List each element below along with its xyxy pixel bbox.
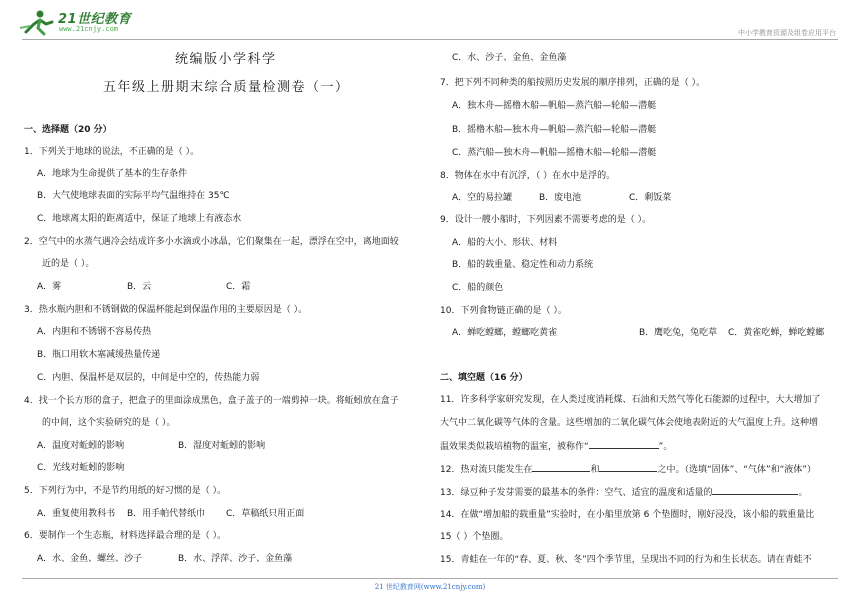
question-5: 5．下列行为中，不是节约用纸的好习惯的是（ ）。 [24,486,227,496]
q6-option-c: C．水、沙子、金鱼、金鱼藻 [452,53,567,63]
logo-url: www.21cnjy.com [59,25,119,33]
question-14-cont: 15（ ）个垫圈。 [440,532,509,542]
q3-option-c: C．内胆、保温杯是双层的，中间是中空的，传热能力弱 [37,373,260,383]
q12-text-before: 12．热对流只能发生在 [440,465,533,475]
q12-text-after: 之中。（选填“固体”、“气体”和“液体”） [657,465,816,475]
question-13 [440,486,807,499]
q5-option-c: C．草稿纸只用正面 [226,509,305,519]
question-8: 8．物体在水中有沉浮，（ ）在水中是浮的。 [440,171,616,181]
q13-text-before: 13．绿豆种子发芽需要的最基本的条件：空气、适宜的温度和适量的 [440,488,713,498]
q7-option-a: A．独木舟—摇橹木船—帆船—蒸汽船—轮船—潜艇 [452,101,657,111]
q9-option-c: C．船的颜色 [452,283,504,293]
q4-option-b: B．湿度对蚯蚓的影响 [178,441,266,451]
q10-option-a: A．蝉吃螳螂，螳螂吃黄雀 [452,328,558,338]
q4-option-a: A．温度对蚯蚓的影响 [37,441,125,451]
q12-answer-blank-2[interactable] [599,463,657,472]
footer-divider [22,578,838,579]
q3-option-b: B．瓶口用软木塞减缓热量传递 [37,350,161,360]
q1-option-c: C．地球离太阳的距离适中，保证了地球上有液态水 [37,214,242,224]
q1-option-b: B．大气使地球表面的实际平均气温维持在 35℃ [37,191,230,201]
q10-option-b: B．鹰吃兔，兔吃草 [639,328,718,338]
question-9: 9．设计一艘小船时，下列因素不需要考虑的是（ ）。 [440,215,652,225]
q3-option-a: A．内胆和不锈钢不容易传热 [37,327,152,337]
q12-answer-blank-1[interactable] [532,463,590,472]
q13-text-after: 。 [798,488,808,498]
question-12 [440,463,816,476]
question-4: 4．找一个长方形的盒子，把盒子的里面涂成黑色，盒子盖子的一端剪掉一块。将蚯蚓放在盒子 [24,396,399,406]
q9-option-b: B．船的载重量、稳定性和动力系统 [452,260,594,270]
q9-option-a: A．船的大小、形状、材料 [452,238,558,248]
q7-option-c: C．蒸汽船—独木舟—帆船—摇橹木船—轮船—潜艇 [452,148,657,158]
section-choice-heading: 一、选择题（20 分） [24,125,112,135]
q11-text-after-blank: ”。 [658,442,673,452]
question-11-cont1: 大气中二氧化碳等气体的含量。这些增加的二氧化碳气体会使地表附近的大气温度上升。这种增 [440,418,819,428]
question-11-cont2 [440,440,672,453]
question-4-cont: 的中间，这个实验研究的是（ ）。 [42,418,176,428]
question-10: 10．下列食物链正确的是（ ）。 [440,306,567,316]
question-2-cont: 近的是（ ）。 [42,259,95,269]
runner-logo-icon [18,8,58,36]
q13-answer-blank[interactable] [712,486,798,495]
logo-text: 21世纪教育 [58,12,132,27]
q11-text-before-blank: 温效果类似栽培植物的温室，被称作“ [440,442,589,452]
question-15: 15．青蛙在一年的“春、夏、秋、冬”四个季节里，呈现出不同的行为和生长状态。请在青蛙不 [440,555,812,565]
q6-option-a: A．水、金鱼、螺丝、沙子 [37,554,143,564]
header-divider [22,39,838,40]
q6-option-b: B．水、浮萍、沙子、金鱼藻 [178,554,293,564]
q1-option-a: A．地球为生命提供了基本的生存条件 [37,169,188,179]
q4-option-c: C．光线对蚯蚓的影响 [37,463,125,473]
platform-name: 中小学教育资源及组卷应用平台 [738,29,836,37]
question-3: 3．热水瓶内胆和不锈钢做的保温杯能起到保温作用的主要原因是（ ）。 [24,305,308,315]
question-6: 6．要制作一个生态瓶，材料选择最合理的是（ ）。 [24,531,227,541]
q2-option-b: B．云 [127,282,152,292]
q12-text-mid: 和 [590,465,600,475]
q8-option-b: B．废电池 [539,193,582,203]
question-1: 1．下列关于地球的说法，不正确的是（ ）。 [24,147,200,157]
q2-option-a: A．雾 [37,282,62,292]
exam-title-line1: 统编版小学科学 [175,52,277,67]
question-2: 2．空气中的水蒸气遇冷会结成许多小水滴或小冰晶，它们聚集在一起，漂浮在空中，离地面较 [24,237,399,247]
question-7: 7．把下列不同种类的船按照历史发展的顺序排列，正确的是（ ）。 [440,78,706,88]
q5-option-a: A．重复使用教科书 [37,509,116,519]
question-11: 11．许多科学家研究发现，在人类过度消耗煤、石油和天然气等化石能源的过程中，大大增加了 [440,395,821,405]
q10-option-c: C．黄雀吃蝉，蝉吃螳螂 [728,328,825,338]
q11-answer-blank[interactable] [589,440,659,449]
exam-title-line2: 五年级上册期末综合质量检测卷（一） [103,80,350,95]
q5-option-b: B．用手帕代替纸巾 [127,509,206,519]
section-fill-heading: 二、填空题（16 分） [440,373,528,383]
footer-source[interactable]: 21 世纪教育网(www.21cnjy.com) [374,583,486,591]
q7-option-b: B．摇橹木船—独木舟—帆船—蒸汽船—轮船—潜艇 [452,125,657,135]
q8-option-a: A．空的易拉罐 [452,193,513,203]
question-14: 14．在做“增加船的载重量”实验时，在小船里放第 6 个垫圈时，刚好浸没，该小船的载重量比 [440,510,815,520]
q2-option-c: C．霜 [226,282,251,292]
site-logo [18,6,146,38]
q8-option-c: C．剩饭菜 [629,193,672,203]
